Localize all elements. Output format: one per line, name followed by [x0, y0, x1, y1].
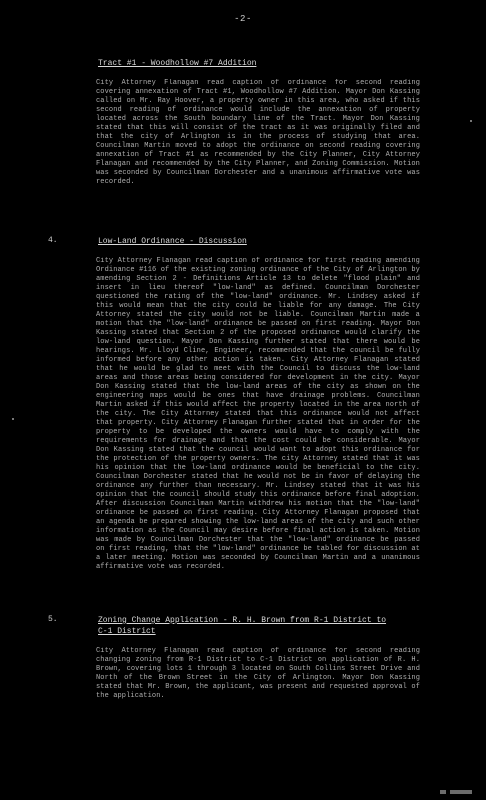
section-title-text: Tract #1 - Woodhollow #7 Addition: [98, 59, 257, 68]
scan-speck: [12, 418, 14, 420]
section-title-text: Low-Land Ordinance - Discussion: [98, 237, 247, 246]
scan-artifact-mark: [440, 790, 446, 794]
section-title: [98, 615, 420, 637]
section-title-text-line2: C-1 District: [98, 627, 156, 636]
section-low-land-ordinance: [48, 236, 420, 572]
scan-artifact-mark: [450, 790, 472, 794]
scan-speck: [470, 120, 472, 122]
section-tract-annexation: [72, 58, 420, 187]
section-title: [98, 236, 420, 247]
section-paragraph: City Attorney Flanagan read caption of ordinance for first reading amending Ordinance #116 of the existing zoning ordinance of the City of Arlington by amending Section 2 - Definitions Article 13 to delete "flood plain" and insert in lieu thereof "low-land" as defined. Councilman Dorchester questioned the rating of the "low-land" ordinance. Mr. Lindsey asked if this would mean that the city could be liable for any damage. The City Attorney stated the city would not be liable. Councilman Martin made a motion that the "low-land" ordinance be passed on first reading. Mayor Don Kassing stated that Section 2 of the proposed ordinance would clarify the low-land question. Mayor Don Kassing further stated that there would be hearings. Mr. Lloyd Cline, Engineer, recommended that the council be fully informed before any other action is taken. City Attorney Flanagan stated that he would be glad to meet with the Council to discuss the low-land areas and those areas being considered for development in the city. Mayor Don Kassing stated that the low-land areas of the city as shown on the engineering maps would be ones that have drainage problems. Councilman Martin asked if this would affect the property located in the area north of the city. The City Attorney stated that this ordinance would not affect that property. City Attorney Flanagan further stated that in order for the property to be developed the owners would have to comply with the requirements for drainage and that the cost could be considerable. Mayor Don Kassing stated that the council would want to adopt this ordinance for the protection of the property owners. The city Attorney stated that it was his opinion that the low-land ordinance would be beneficial to the city. Councilman Dorchester stated that he would not be in favor of delaying the ordinance any further than necessary. Mr. Lindsey stated that it was his opinion that the council should study this ordinance before final adoption. After discussion Councilman Martin withdrew his motion that the "low-land" ordinance be passed on first reading. City Attorney Flanagan proposed that an agenda be prepared showing the low-land areas of the city and such other information as the Council may desire before final action is taken. Motion was made by Councilman Dorchester that the "low-land" ordinance be passed on first reading, that the "low-land" ordinance be tabled for discussion at a later meeting. Motion was seconded by Councilman Martin and a unanimous affirmative vote was recorded.: [96, 257, 420, 571]
section-zoning-change: [48, 615, 420, 701]
page-number: -2-: [234, 14, 252, 24]
section-number: 5.: [48, 615, 58, 624]
section-paragraph: City Attorney Flanagan read caption of ordinance for second reading changing zoning from R-1 District to C-1 District on application of R. H. Brown, covering lots 1 through 3 located on South Collins Street Drive and North of the Brown Street in the City of Arlington. Mayor Don Kassing stated that Mr. Brown, the applicant, was present and requested approval of the application.: [96, 647, 420, 700]
section-paragraph: City Attorney Flanagan read caption of ordinance for second reading covering annexation of Tract #1, Woodhollow #7 Addition. Mayor Don Kassing called on Mr. Ray Hoover, a property owner in this area, who asked if this second reading of ordinance would include the annexation of property located across the South boundary line of the Tract. Mayor Don Kassing stated that this will consist of the tract as it was originally filed and that the city of Arlington is in the process of studying that area. Councilman Martin moved to adopt the ordinance on second reading covering annexation of Tract #1 as recommended by the City Planner, City Attorney Flanagan and recommended by the City Planner, and Zoning Commission. Motion was seconded by Councilman Dorchester and a unanimous affirmative vote was recorded.: [96, 79, 420, 186]
section-title: [98, 58, 420, 69]
section-title-text: Zoning Change Application - R. H. Brown from R-1 District to: [98, 616, 387, 625]
section-number: 4.: [48, 236, 58, 245]
